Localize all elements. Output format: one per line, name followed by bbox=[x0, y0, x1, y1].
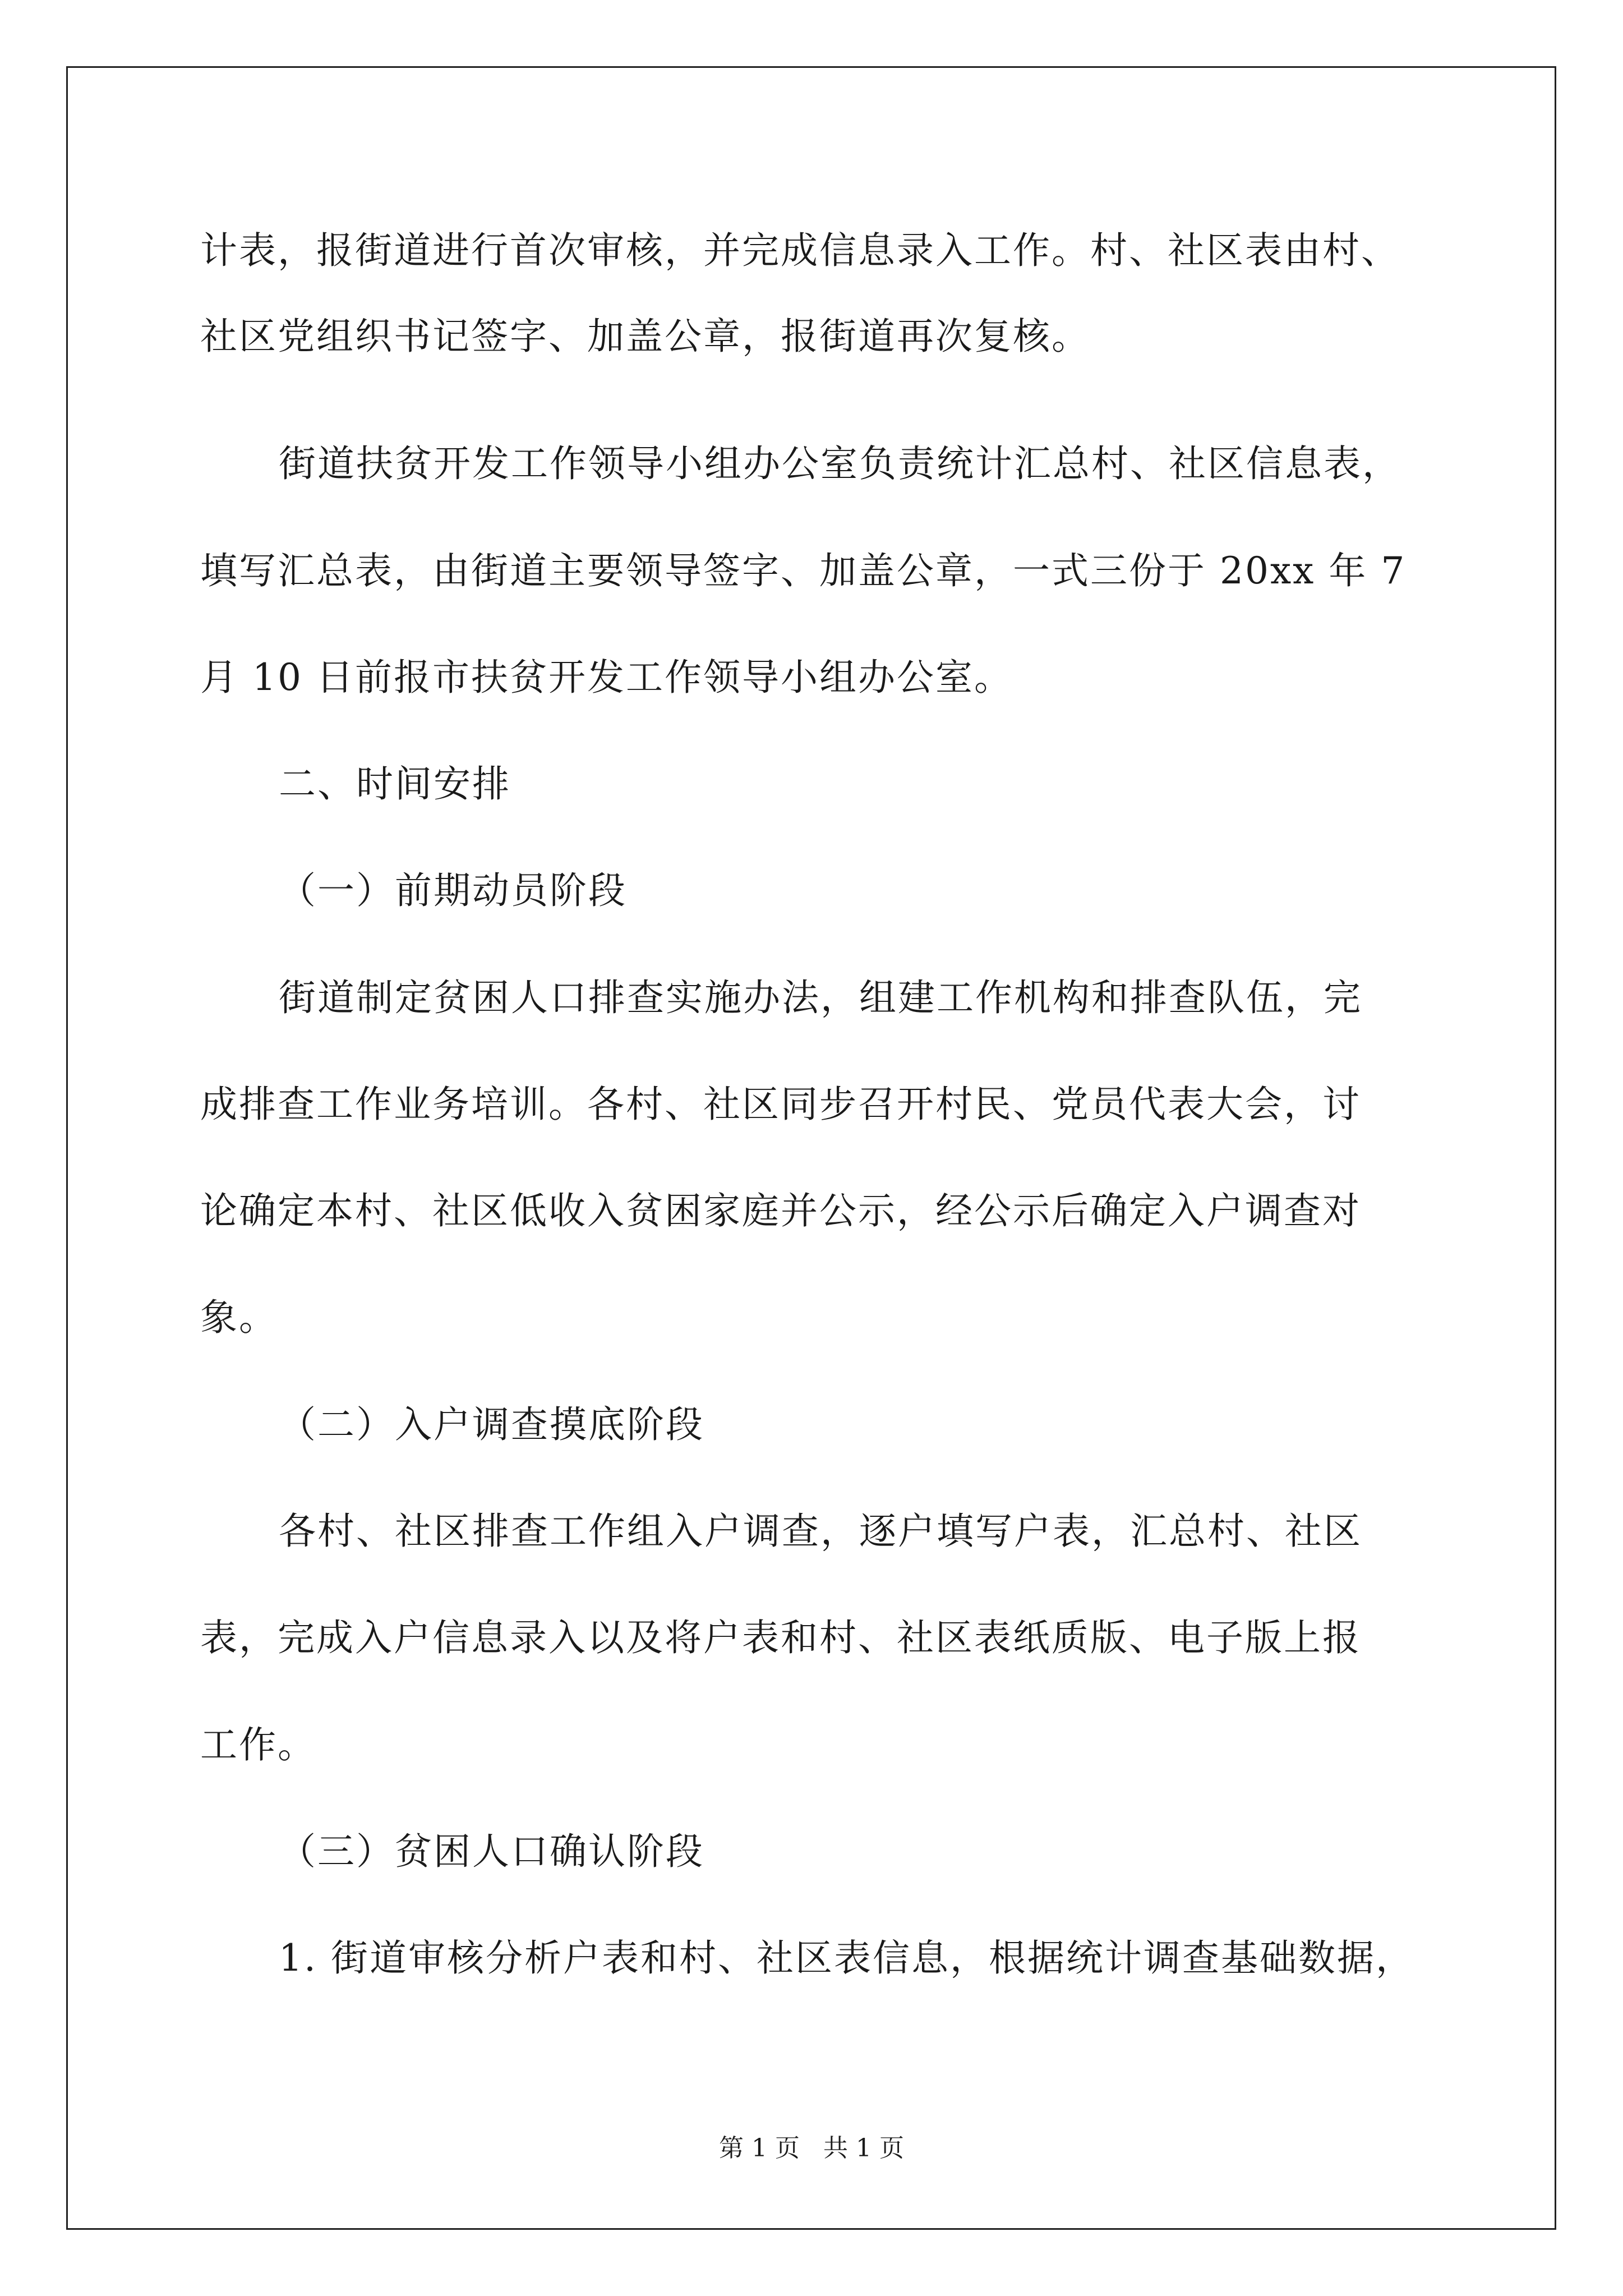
subsection-heading: （一）前期动员阶段 bbox=[279, 869, 627, 912]
text-line: 表，完成入户信息录入以及将户表和村、社区表纸质版、电子版上报 bbox=[200, 1616, 1361, 1659]
subsection-heading: （三）贫困人口确认阶段 bbox=[279, 1830, 704, 1873]
text-line: 月 10 日前报市扶贫开发工作领导小组办公室。 bbox=[200, 656, 1013, 699]
text-line: 论确定本村、社区低收入贫困家庭并公示，经公示后确定入户调查对 bbox=[200, 1189, 1361, 1232]
text-line: 计表，报街道进行首次审核，并完成信息录入工作。村、社区表由村、 bbox=[200, 229, 1400, 272]
text-line: 1. 街道审核分析户表和村、社区表信息，根据统计调查基础数据， bbox=[279, 1936, 1414, 1980]
text-line: 街道制定贫困人口排查实施办法，组建工作机构和排查队伍，完 bbox=[279, 976, 1362, 1019]
subsection-heading: （二）入户调查摸底阶段 bbox=[279, 1403, 704, 1446]
page-border bbox=[66, 66, 1556, 2230]
section-heading: 二、时间安排 bbox=[279, 762, 511, 806]
text-line: 成排查工作业务培训。各村、社区同步召开村民、党员代表大会，讨 bbox=[200, 1083, 1361, 1126]
text-line: 各村、社区排查工作组入户调查，逐户填写户表，汇总村、社区 bbox=[279, 1510, 1362, 1553]
text-line: 象。 bbox=[200, 1296, 278, 1339]
text-line: 工作。 bbox=[200, 1723, 316, 1766]
text-line: 填写汇总表，由街道主要领导签字、加盖公章，一式三份于 20xx 年 7 bbox=[200, 549, 1407, 592]
text-line: 街道扶贫开发工作领导小组办公室负责统计汇总村、社区信息表， bbox=[279, 442, 1401, 485]
text-line: 社区党组织书记签字、加盖公章，报街道再次复核。 bbox=[200, 315, 1090, 358]
page-number-footer: 第 1 页 共 1 页 bbox=[719, 2134, 904, 2162]
